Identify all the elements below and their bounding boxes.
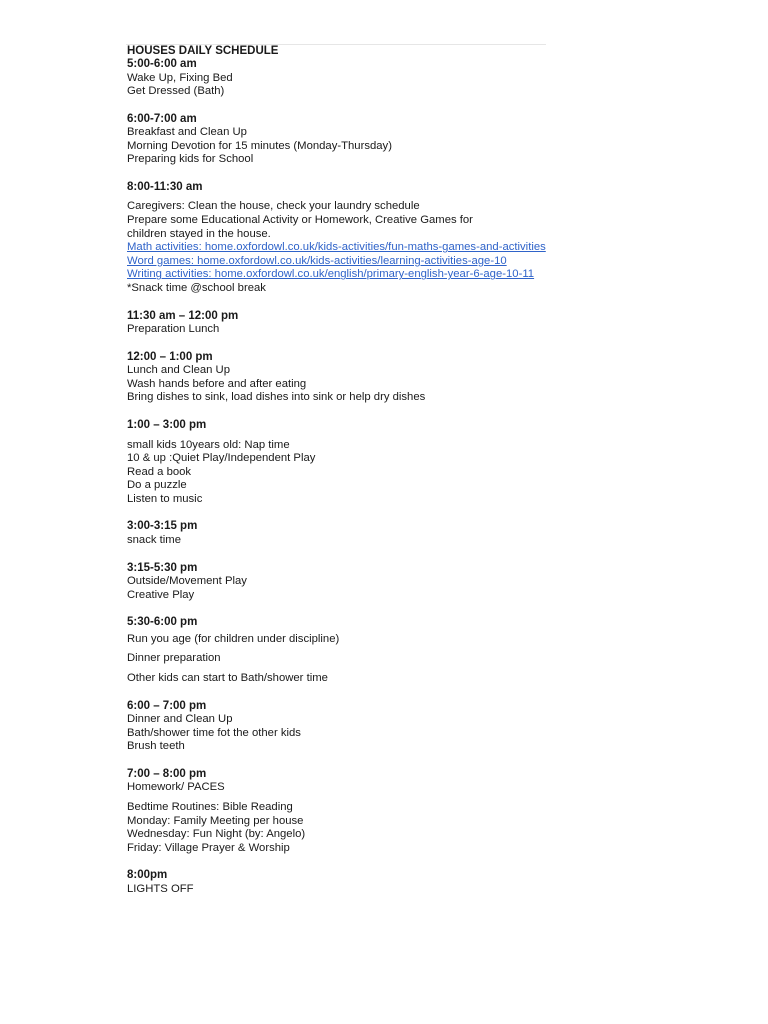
time-heading: 6:00 – 7:00 pm <box>127 699 207 712</box>
activity-line: Breakfast and Clean Up <box>127 126 247 139</box>
activity-line: Morning Devotion for 15 minutes (Monday-Thursday) <box>127 139 392 152</box>
activity-line: Dinner and Clean Up <box>127 713 233 726</box>
schedule-block-1800 <box>127 700 727 754</box>
activity-line: Wednesday: Fun Night (by: Angelo) <box>127 828 306 841</box>
time-heading: 5:00-6:00 am <box>127 58 197 70</box>
document-title: HOUSES DAILY SCHEDULE <box>127 45 279 57</box>
activity-line: LIGHTS OFF <box>127 882 194 895</box>
time-heading: 8:00pm <box>127 869 168 882</box>
activity-line: Homework/ PACES <box>127 781 225 794</box>
schedule-block-1130 <box>127 310 727 337</box>
time-heading: 1:00 – 3:00 pm <box>127 419 207 431</box>
activity-line: small kids 10years old: Nap time <box>127 438 290 451</box>
schedule-block-1515 <box>127 562 727 603</box>
activity-line: Dinner preparation <box>127 652 221 665</box>
activity-line: Prepare some Educational Activity or Homework, Creative Games for <box>127 214 473 227</box>
schedule-block-1500 <box>127 520 727 547</box>
activity-line: snack time <box>127 533 181 546</box>
writing-activities-link[interactable]: Writing activities: home.oxfordowl.co.uk/english/primary-english-year-6-age-10-11 <box>127 268 535 281</box>
math-activities-link[interactable]: Math activities: home.oxfordowl.co.uk/kids-activities/fun-maths-games-and-activities <box>127 241 546 254</box>
activity-line: Preparation Lunch <box>127 323 220 336</box>
activity-line: Run you age (for children under discipline) <box>127 632 340 645</box>
activity-line: Brush teeth <box>127 740 185 753</box>
activity-line: children stayed in the house. <box>127 227 271 240</box>
word-games-link[interactable]: Word games: home.oxfordowl.co.uk/kids-activities/learning-activities-age-10 <box>127 254 507 267</box>
activity-line: Other kids can start to Bath/shower time <box>127 671 328 684</box>
activity-line: Monday: Family Meeting per house <box>127 814 304 827</box>
activity-line: Creative Play <box>127 588 195 601</box>
schedule-block-1730 <box>127 616 727 685</box>
time-heading: 3:00-3:15 pm <box>127 520 198 533</box>
activity-line: Wake Up, Fixing Bed <box>127 71 233 84</box>
activity-line: Friday: Village Prayer & Worship <box>127 841 290 854</box>
activity-line: Preparing kids for School <box>127 153 254 166</box>
activity-line: Listen to music <box>127 492 203 505</box>
time-heading: 12:00 – 1:00 pm <box>127 350 213 363</box>
time-heading: 7:00 – 8:00 pm <box>127 767 207 780</box>
activity-line: 10 & up :Quiet Play/Independent Play <box>127 452 316 465</box>
activity-line: Bedtime Routines: Bible Reading <box>127 800 293 813</box>
activity-line: Lunch and Clean Up <box>127 364 231 377</box>
schedule-block-0500 <box>127 58 727 99</box>
schedule-block-1900 <box>127 768 727 855</box>
activity-line: Wash hands before and after eating <box>127 377 307 390</box>
time-heading: 6:00-7:00 am <box>127 112 197 125</box>
snack-note: *Snack time @school break <box>127 282 266 295</box>
schedule-block-1300 <box>127 419 727 506</box>
schedule-block-2000 <box>127 869 727 896</box>
time-heading: 11:30 am – 12:00 pm <box>127 309 239 322</box>
schedule-document <box>127 45 727 896</box>
time-heading: 3:15-5:30 pm <box>127 561 198 574</box>
activity-line: Get Dressed (Bath) <box>127 85 225 98</box>
activity-line: Caregivers: Clean the house, check your laundry schedule <box>127 200 420 213</box>
activity-line: Bring dishes to sink, load dishes into sink or help dry dishes <box>127 391 426 404</box>
activity-line: Read a book <box>127 465 192 478</box>
schedule-block-0800 <box>127 181 727 296</box>
schedule-block-1200 <box>127 351 727 405</box>
activity-line: Do a puzzle <box>127 479 187 492</box>
time-heading: 8:00-11:30 am <box>127 180 203 193</box>
time-heading: 5:30-6:00 pm <box>127 616 198 629</box>
schedule-block-0600 <box>127 113 727 167</box>
activity-line: Bath/shower time fot the other kids <box>127 726 301 739</box>
activity-line: Outside/Movement Play <box>127 575 247 588</box>
